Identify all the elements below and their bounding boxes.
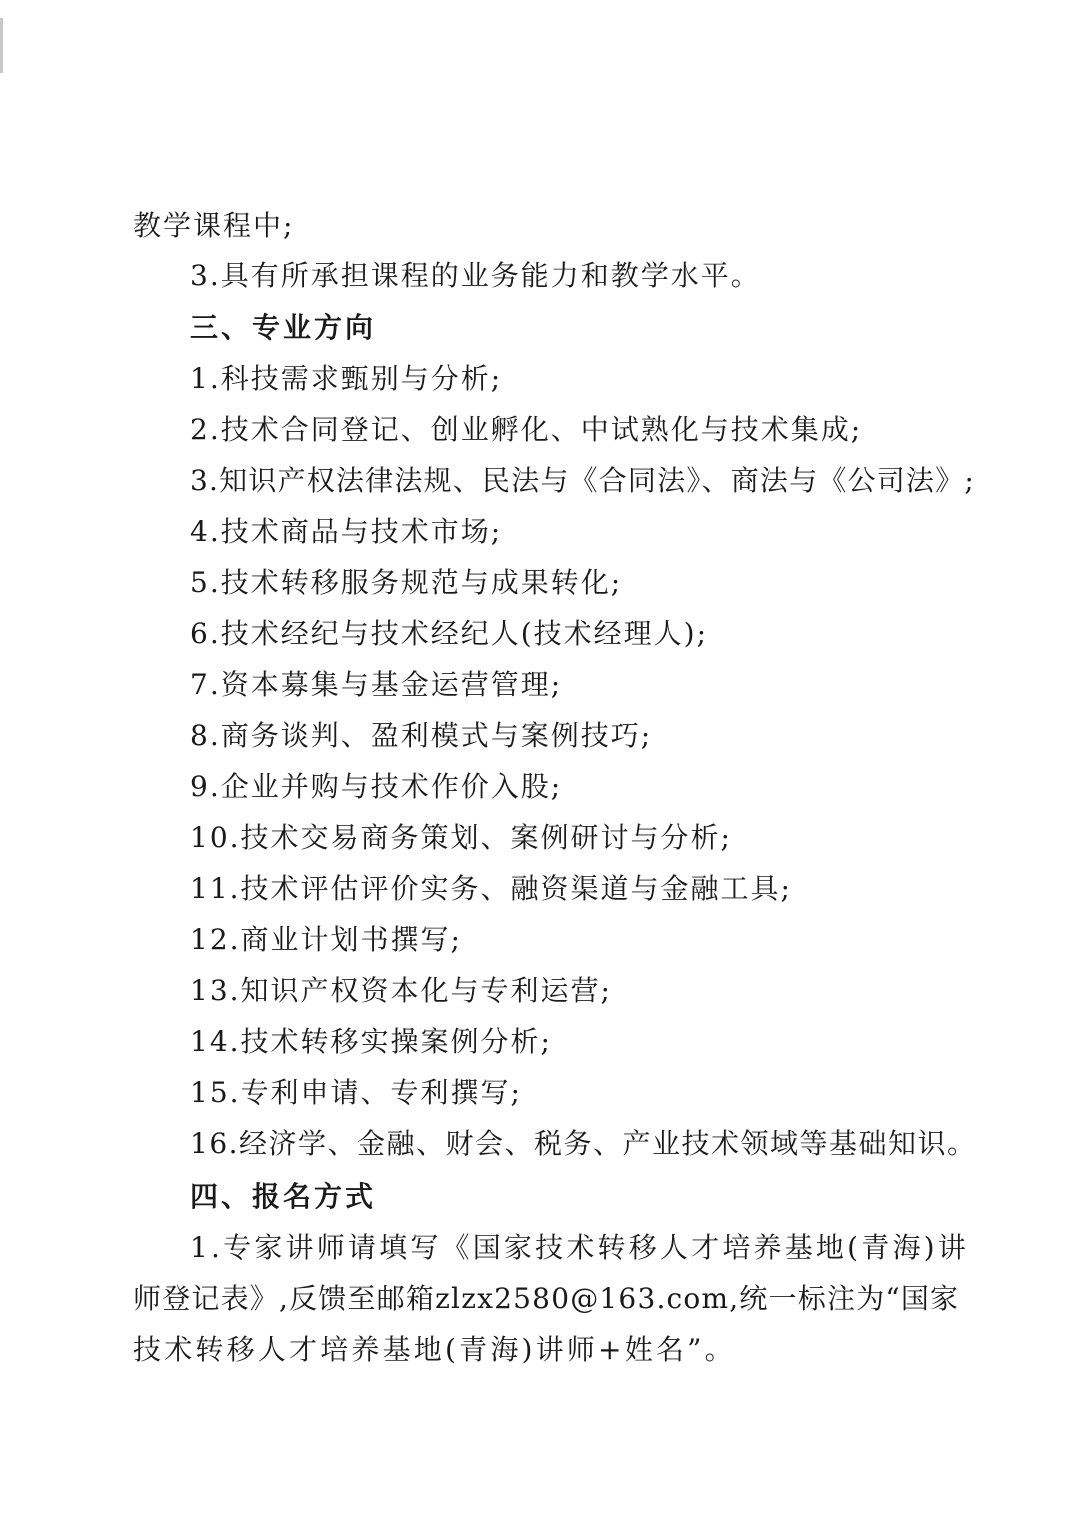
- list-item: 13.知识产权资本化与专利运营;: [190, 974, 612, 1007]
- list-item: 5.技术转移服务规范与成果转化;: [190, 566, 623, 599]
- requirement-item-3: 3.具有所承担课程的业务能力和教学水平。: [190, 259, 761, 292]
- list-item: 9.企业并购与技术作价入股;: [190, 770, 563, 803]
- section-heading-direction: 三、专业方向: [190, 311, 377, 344]
- list-item: 14.技术转移实操案例分析;: [190, 1025, 552, 1058]
- list-item: 3.知识产权法律法规、民法与《合同法》、商法与《公司法》;: [190, 464, 975, 497]
- section-heading-registration: 四、报名方式: [190, 1180, 377, 1213]
- list-item: 16.经济学、金融、财会、税务、产业技术领域等基础知识。: [190, 1127, 977, 1160]
- list-item: 15.专利申请、专利撰写;: [190, 1076, 522, 1109]
- list-item: 6.技术经纪与技术经纪人(技术经理人);: [190, 617, 708, 650]
- list-item: 4.技术商品与技术市场;: [190, 515, 503, 548]
- paragraph-line: 1.专家讲师请填写《国家技术转移人才培养基地(青海)讲: [190, 1231, 969, 1264]
- list-item: 2.技术合同登记、创业孵化、中试熟化与技术集成;: [190, 413, 863, 446]
- list-item: 1.科技需求甄别与分析;: [190, 362, 503, 395]
- list-item: 7.资本募集与基金运营管理;: [190, 668, 563, 701]
- list-item: 11.技术评估评价实务、融资渠道与金融工具;: [190, 872, 792, 905]
- paragraph-line: 技术转移人才培养基地(青海)讲师+姓名”。: [133, 1333, 736, 1366]
- list-item: 12.商业计划书撰写;: [190, 923, 462, 956]
- scan-edge-mark: [0, 18, 3, 73]
- paragraph-line: 师登记表》,反馈至邮箱zlzx2580@163.com,统一标注为“国家: [133, 1282, 960, 1315]
- continuation-line: 教学课程中;: [133, 209, 295, 242]
- list-item: 10.技术交易商务策划、案例研讨与分析;: [190, 821, 732, 854]
- list-item: 8.商务谈判、盈利模式与案例技巧;: [190, 719, 653, 752]
